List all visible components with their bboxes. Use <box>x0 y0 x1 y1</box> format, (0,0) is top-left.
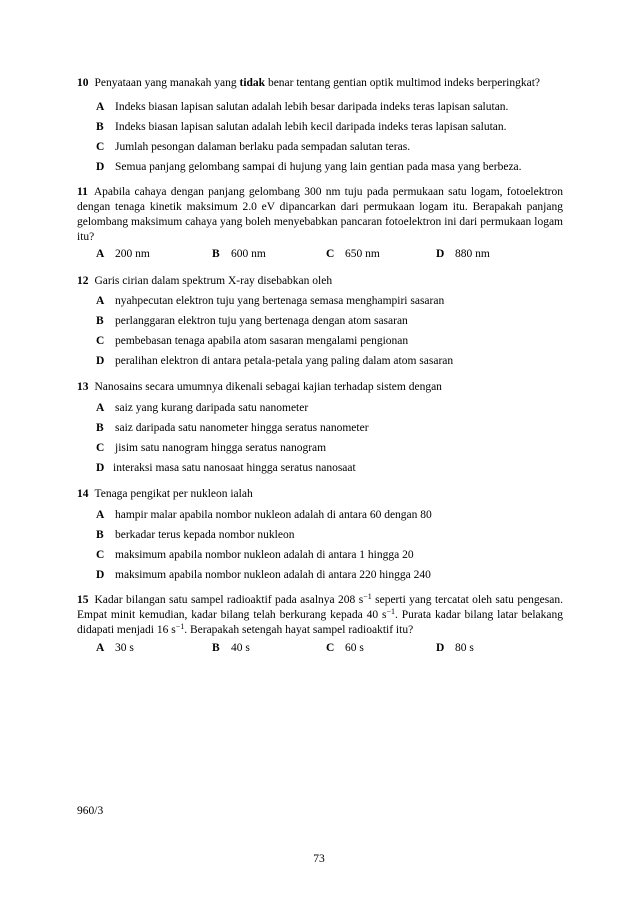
option-b: B 600 nm <box>212 248 266 260</box>
option-d: D maksimum apabila nombor nukleon adalah di antara 220 hingga 240 <box>96 569 431 581</box>
question-stem: Kadar bilangan satu sampel radioaktif pada asalnya 208 $s^{-1}$ seperti yang tercatat oleh satu pengesan. Empat minit kemudian, kadar bilang telah berkurang kepada 40 $s^{-1}$. Purata kadar bilang latar belakang didapati menjadi 16 $s^{-1}$. Berapakah setengah hayat sampel radioaktif itu? <box>77 592 563 636</box>
question-10 <box>77 76 563 91</box>
question-12 <box>77 274 563 289</box>
option-a: A saiz yang kurang daripada satu nanometer <box>96 402 309 414</box>
option-d: D peralihan elektron di antara petala-petala yang paling dalam atom sasaran <box>96 355 454 367</box>
question-number: 14 <box>77 488 89 500</box>
option-row <box>96 641 566 656</box>
question-13 <box>77 380 563 395</box>
option-c: C 60 s <box>326 642 364 654</box>
paper-code: 960/3 <box>77 805 104 817</box>
option-c: C jisim satu nanogram hingga seratus nanogram <box>96 442 327 454</box>
page-number: 73 <box>313 853 325 865</box>
question-stem: Nanosains secara umumnya dikenali sebagai kajian terhadap sistem dengan <box>94 381 442 393</box>
option-a: A hampir malar apabila nombor nukleon adalah di antara 60 dengan 80 <box>96 509 432 521</box>
question-stem: Penyataan yang manakah yang tidak benar tentang gentian optik multimod indeks berperingkat? <box>94 77 541 89</box>
option-c: C Jumlah pesongan dalaman berlaku pada sempadan salutan teras. <box>96 141 411 153</box>
question-stem: Garis cirian dalam spektrum X-ray disebabkan oleh <box>94 275 333 287</box>
question-number: 15 <box>77 594 89 606</box>
option-c: C pembebasan tenaga apabila atom sasaran mengalami pengionan <box>96 335 409 347</box>
option-d: D Semua panjang gelombang sampai di hujung yang lain gentian pada masa yang berbeza. <box>96 161 522 173</box>
option-a: A Indeks biasan lapisan salutan adalah lebih besar daripada indeks teras lapisan salutan. <box>96 101 509 113</box>
question-stem: Tenaga pengikat per nukleon ialah <box>94 488 253 500</box>
option-c: C maksimum apabila nombor nukleon adalah di antara 1 hingga 20 <box>96 549 414 561</box>
option-a: A 200 nm <box>96 248 150 260</box>
question-14 <box>77 487 563 502</box>
option-d: D 80 s <box>436 642 474 654</box>
option-a: A nyahpecutan elektron tuju yang bertenaga semasa menghampiri sasaran <box>96 295 445 307</box>
option-b: B perlanggaran elektron tuju yang bertenaga dengan atom sasaran <box>96 315 408 327</box>
question-number: 13 <box>77 381 89 393</box>
option-d: D interaksi masa satu nanosaat hingga seratus nanosaat <box>96 462 356 474</box>
option-a: A 30 s <box>96 642 134 654</box>
question-number: 11 <box>77 186 88 198</box>
option-row <box>96 247 566 262</box>
question-11 <box>77 185 563 245</box>
option-d: D 880 nm <box>436 248 490 260</box>
question-number: 12 <box>77 275 89 287</box>
option-c: C 650 nm <box>326 248 380 260</box>
option-b: B saiz daripada satu nanometer hingga seratus nanometer <box>96 422 369 434</box>
question-15 <box>77 593 563 638</box>
question-stem: Apabila cahaya dengan panjang gelombang 300 nm tuju pada permukaan satu logam, fotoelektron dengan tenaga kinetik maksimum 2.0 eV dipancarkan dari permukaan logam itu. Berapakah panjang gelombang maksimum cahaya yang boleh menyebabkan pancaran fotoelektron ini dari permukaan logam itu? <box>77 186 563 243</box>
option-b: B berkadar terus kepada nombor nukleon <box>96 529 295 541</box>
option-b: B 40 s <box>212 642 250 654</box>
question-number: 10 <box>77 77 89 89</box>
option-b: B Indeks biasan lapisan salutan adalah lebih kecil daripada indeks teras lapisan salutan. <box>96 121 507 133</box>
